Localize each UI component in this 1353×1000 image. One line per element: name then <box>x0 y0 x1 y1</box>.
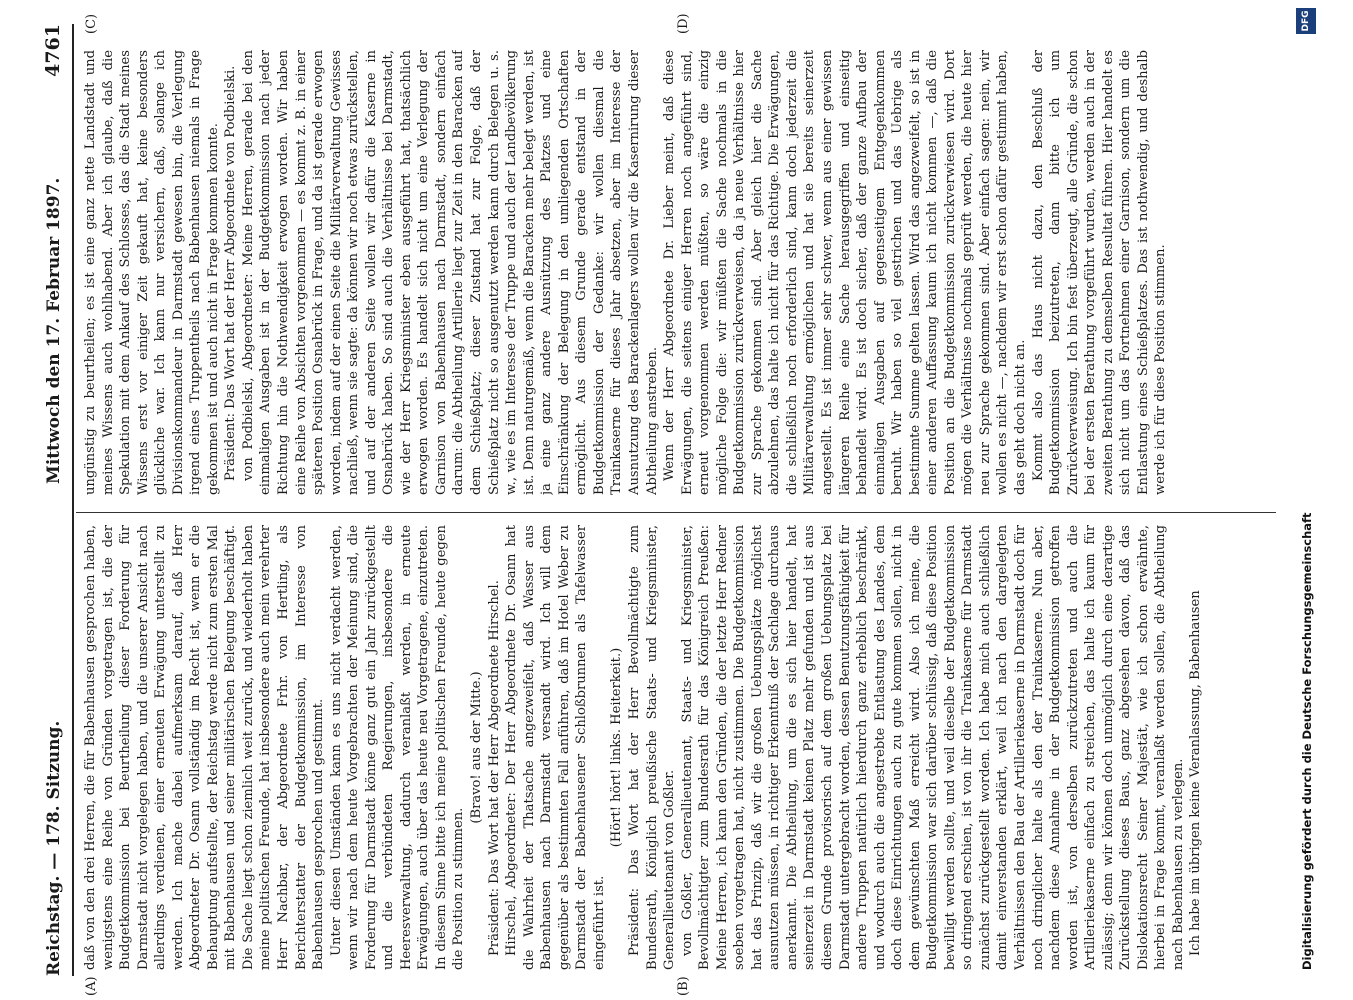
page-header <box>38 24 74 976</box>
paragraph: Ich habe im übrigen keine Veranlassung, Babenhausen <box>1188 590 1204 956</box>
margin-label-a: (A) <box>84 976 99 996</box>
paragraph: Unter diesen Umständen kann es uns nicht verdacht werden, wenn wir nach dem heute Vorgebrachten der Meinung sind, die Forderung für Darmstadt könne ganz gut ein Jahr zurückgestellt und die verbündeten Regierungen, insbesondere die Heeresverwaltung, dadurch veranlaßt werden, in erneute Erwägungen, auch über das heute neu Vorgetragene, einzutreten. In diesem Sinne bitte ich meine politischen Freunde, heute gegen die Position zu stimmen. <box>328 525 467 970</box>
column-divider <box>76 512 1276 513</box>
paragraph-president: Präsident: Das Wort hat der Herr Abgeordnete Hirschel. <box>486 580 502 956</box>
dfg-logo-icon: DFG <box>1296 8 1316 34</box>
paragraph: daß von den drei Herren, die für Babenhausen gesprochen haben, wenigstens eine Reihe von Gründen vorgetragen ist, die der Budgetkommission bei Beurtheilung dieser Forderung für Darmstadt nicht vorgelegen haben, und die unserer Ansicht nach allerdings verdienen, einer erneuten Erwägung unterstellt zu werden. Ich mache dabei aufmerksam darauf, daß Herr Abgeordneter Dr. Osann vollständig im Recht ist, wenn er die Behauptung aufstellte, der Reichstag werde nicht zum ersten Mal mit Babenhausen und seiner militärischen Belegung beschäftigt. Die Sache liegt schon ziemlich weit zurück, und wiederholt haben meine politischen Freunde, hat insbesondere auch mein verehrter Herr Nachbar, der Abgeordnete Frhr. von Hertling, als Berichterstatter der Budgetkommission, im Interesse von Babenhausen gesprochen und gestimmt. <box>83 525 327 970</box>
paragraph-president: Präsident: Das Wort hat der Herr Abgeordnete von Podbielski. <box>223 65 239 481</box>
right-text-column <box>82 50 1277 495</box>
digitization-credit: Digitalisierung gefördert durch die Deutsche Forschungsgemeinschaft <box>1300 512 1314 970</box>
margin-label-b: (B) <box>676 976 691 996</box>
margin-label-d: (D) <box>676 13 691 34</box>
paragraph-president: Präsident: Das Wort hat der Herr Bevollmächtigte zum Bundesrath, Königlich preußische Staats- und Kriegsminister, Generallieutenant von Goßler. <box>626 525 678 970</box>
paragraph-gossler: von Goßler, Generallieutenant, Staats- und Kriegsminister, Bevollmächtigter zum Bundesrath für das Königreich Preußen: Meine Herren, ich kann den Gründen, die der letzte Herr Redner soeben vorgetragen hat, nicht zustimmen. Die Budgetkommission hat das Prinzip, daß wir die großen Uebungsplätze möglichst ausnutzen müssen, in richtiger Erkenntniß der Sachlage durchaus anerkannt. Die Abtheilung, um die es sich hier handelt, hat seinerzeit in Darmstadt keinen Platz mehr gefunden und ist aus diesem Grunde provisorisch auf dem großen Uebungsplatz bei Darmstadt untergebracht worden, dessen Benutzungsfähigkeit für andere Truppen natürlich hierdurch ganz erheblich beschränkt, und wodurch auch die angestrebte Entlastung des Landes, dem doch diese Einrichtungen auch zu gute kommen sollen, nicht in dem gewünschten Maß erreicht wird. Also ich meine, die Budgetkommission war sich darüber schlüssig, daß diese Position bewilligt werden sollte, und weil dieselbe der Budgetkommission so dringend erschien, ist von ihr die Trainkaserne für Darmstadt zunächst zurückgestellt worden. Ich habe mich auch schließlich damit einverstanden erklärt, weil ich nach den dargelegten Verhältnissen den Bau der Artilleriekaserne in Darmstadt doch für noch dringlicher halte als den der Trainkaserne. Nun aber, nachdem diese Annahme in der Budgetkommission getroffen worden ist, von derselben zurückzutreten und auch die Artilleriekaserne einfach zu streichen, das halte ich kaum für zulässig; denn wir können doch unmöglich durch eine derartige Zurückstellung dieses Baus, ganz abgesehen davon, daß das Dislokationsrecht Seiner Majestät, wie ich schon erwähnte, hierbei in Frage kommt, veranlaßt werden sollen, die Abtheilung nach Babenhausen zu verlegen. <box>679 525 1186 970</box>
interjection: (Bravo! aus der Mitte.) <box>469 671 485 824</box>
paragraph-hirschel: Hirschel, Abgeordneter: Der Herr Abgeordnete Dr. Osann hat die Wahrheit der Thatsache angezweifelt, daß Wasser aus Babenhausen nach Darmstadt versandt wird. Ich will dem gegenüber als bestimmten Fall anführen, daß im Hotel Weber zu Darmstadt der Babenhausener Schloßbrunnen als Tafelwasser eingeführt ist. <box>504 525 607 970</box>
left-text-column <box>82 525 1277 970</box>
paragraph: Kommt also das Haus nicht dazu, den Beschluß der Budgetkommission beizutreten, dann bitte ich um Zurückverweisung. Ich bin fest überzeugt, alle Gründe, die schon bei der ersten Berathung vorgeführt wurden, werden auch in der zweiten Berathung zu demselben Resultat führen. Hier handelt es sich nicht um das Fortnehmen einer Garnison, sondern um die Entlastung eines Schießplatzes. Das ist nothwendig, und deshalb werde ich für diese Position stimmen. <box>1030 50 1169 495</box>
header-left-title: Reichstag. — 178. Sitzung. <box>44 720 64 976</box>
margin-label-c: (C) <box>84 13 99 34</box>
paragraph-podbielski: von Podbielski, Abgeordneter: Meine Herren, gerade bei den einmaligen Ausgaben ist in der Budgetkommission nach jeder Richtung hin die Nothwendigkeit erwogen worden. Wir haben eine Reihe von Absichten vorgenommen — es kommt z. B. in einer späteren Position Osnabrück in Frage, und da ist gerade erwogen worden, indem auf der einen Seite die Militärverwaltung Gewisses nachließ, wenn sie sagte: da können wir noch etwas zurückstellen, und auf der anderen Seite wollen wir dafür die Kaserne in Osnabrück haben. So sind auch die Verhältnisse bei Darmstadt, wie der Herr Kriegsminister eben ausgeführt hat, thatsächlich erwogen worden. Es handelt sich nicht um eine Verlegung der Garnison von Babenhausen nach Darmstadt, sondern einfach darum: die Abtheilung Artillerie liegt zur Zeit in den Baracken auf dem Schießplatz; dieser Zustand hat zur Folge, daß der Schießplatz nicht so ausgenutzt werden kann durch Belegen u. s. w., wie es im Interesse der Truppe und auch der Landbevölkerung ist. Denn naturgemäß, wenn die Baracken mehr belegt werden, ist ja eine ganz andere Ausnützung des Platzes und eine Einschränkung der Belegung in den umliegenden Ortschaften ermöglicht. Aus diesem Grunde gerade entstand in der Budgetkommission der Gedanke: wir wollen diesmal die Trainkaserne für dieses Jahr absetzen, aber im Interesse der Ausnutzung des Barackenlagers wollen wir die Kasernirung dieser Abtheilung anstreben. <box>240 50 660 495</box>
paragraph: Wenn der Herr Abgeordnete Dr. Lieber meint, daß diese Erwägungen, die seitens einiger Herren noch angeführt sind, erneut vorgenommen werden müßten, so wäre die einzig mögliche Folge die: wir müßten die Sache nochmals in die Budgetkommission zurückverweisen, da ja neue Verhältnisse hier zur Sprache gekommen sind. Aber gleich hier die Sache abzulehnen, das halte ich nicht für das Richtige. Die Erwägungen, die schließlich noch erforderlich sind, kann doch jederzeit die Militärverwaltung ermöglichen und hat sie bereits seinerzeit angestellt. Es ist immer sehr schwer, wenn aus einer gewissen längeren Reihe eine Sache herausgegriffen und einseitig behandelt wird. Es ist doch sicher, daß der ganze Aufbau der einmaligen Ausgaben auf gegenseitigem Entgegenkommen beruht. Wir haben so viel gestrichen und das Uebrige als bestimmte Summe gelten lassen. Wird das angezweifelt, so ist in einer anderen Auffassung kaum ich nicht kommen —, daß die Position an die Budgetkommission zurückverwiesen wird. Dort mögen die Verhältnisse nochmals geprüft werden, die heute hier neu zur Sprache gekommen sind. Aber einfach sagen: nein, wir wollen es nicht —, nachdem wir erst schon dafür gestimmt haben, das geht doch nicht an. <box>662 50 1028 495</box>
interjection: (Hört! hört! links. Heiterkeit.) <box>609 647 625 848</box>
page-number: 4761 <box>42 24 64 77</box>
header-right-title: Mittwoch den 17. Februar 1897. <box>44 177 64 484</box>
paragraph: ungünstig zu beurtheilen; es ist eine ganz nette Landstadt und meines Wissens auch wohlhabend. Aber ich glaube, daß die Spekulation mit dem Ankauf des Schlosses, das die Stadt meines Wissens erst vor einiger Zeit gekauft hat, keine besonders glückliche war. Ich kann nur versichern, daß, solange ich Divisionskommandeur in Darmstadt gewesen bin, die Verlegung irgend eines Truppentheils nach Babenhausen niemals in Frage gekommen ist und auch nicht in Frage kommen konnte. <box>83 50 221 495</box>
